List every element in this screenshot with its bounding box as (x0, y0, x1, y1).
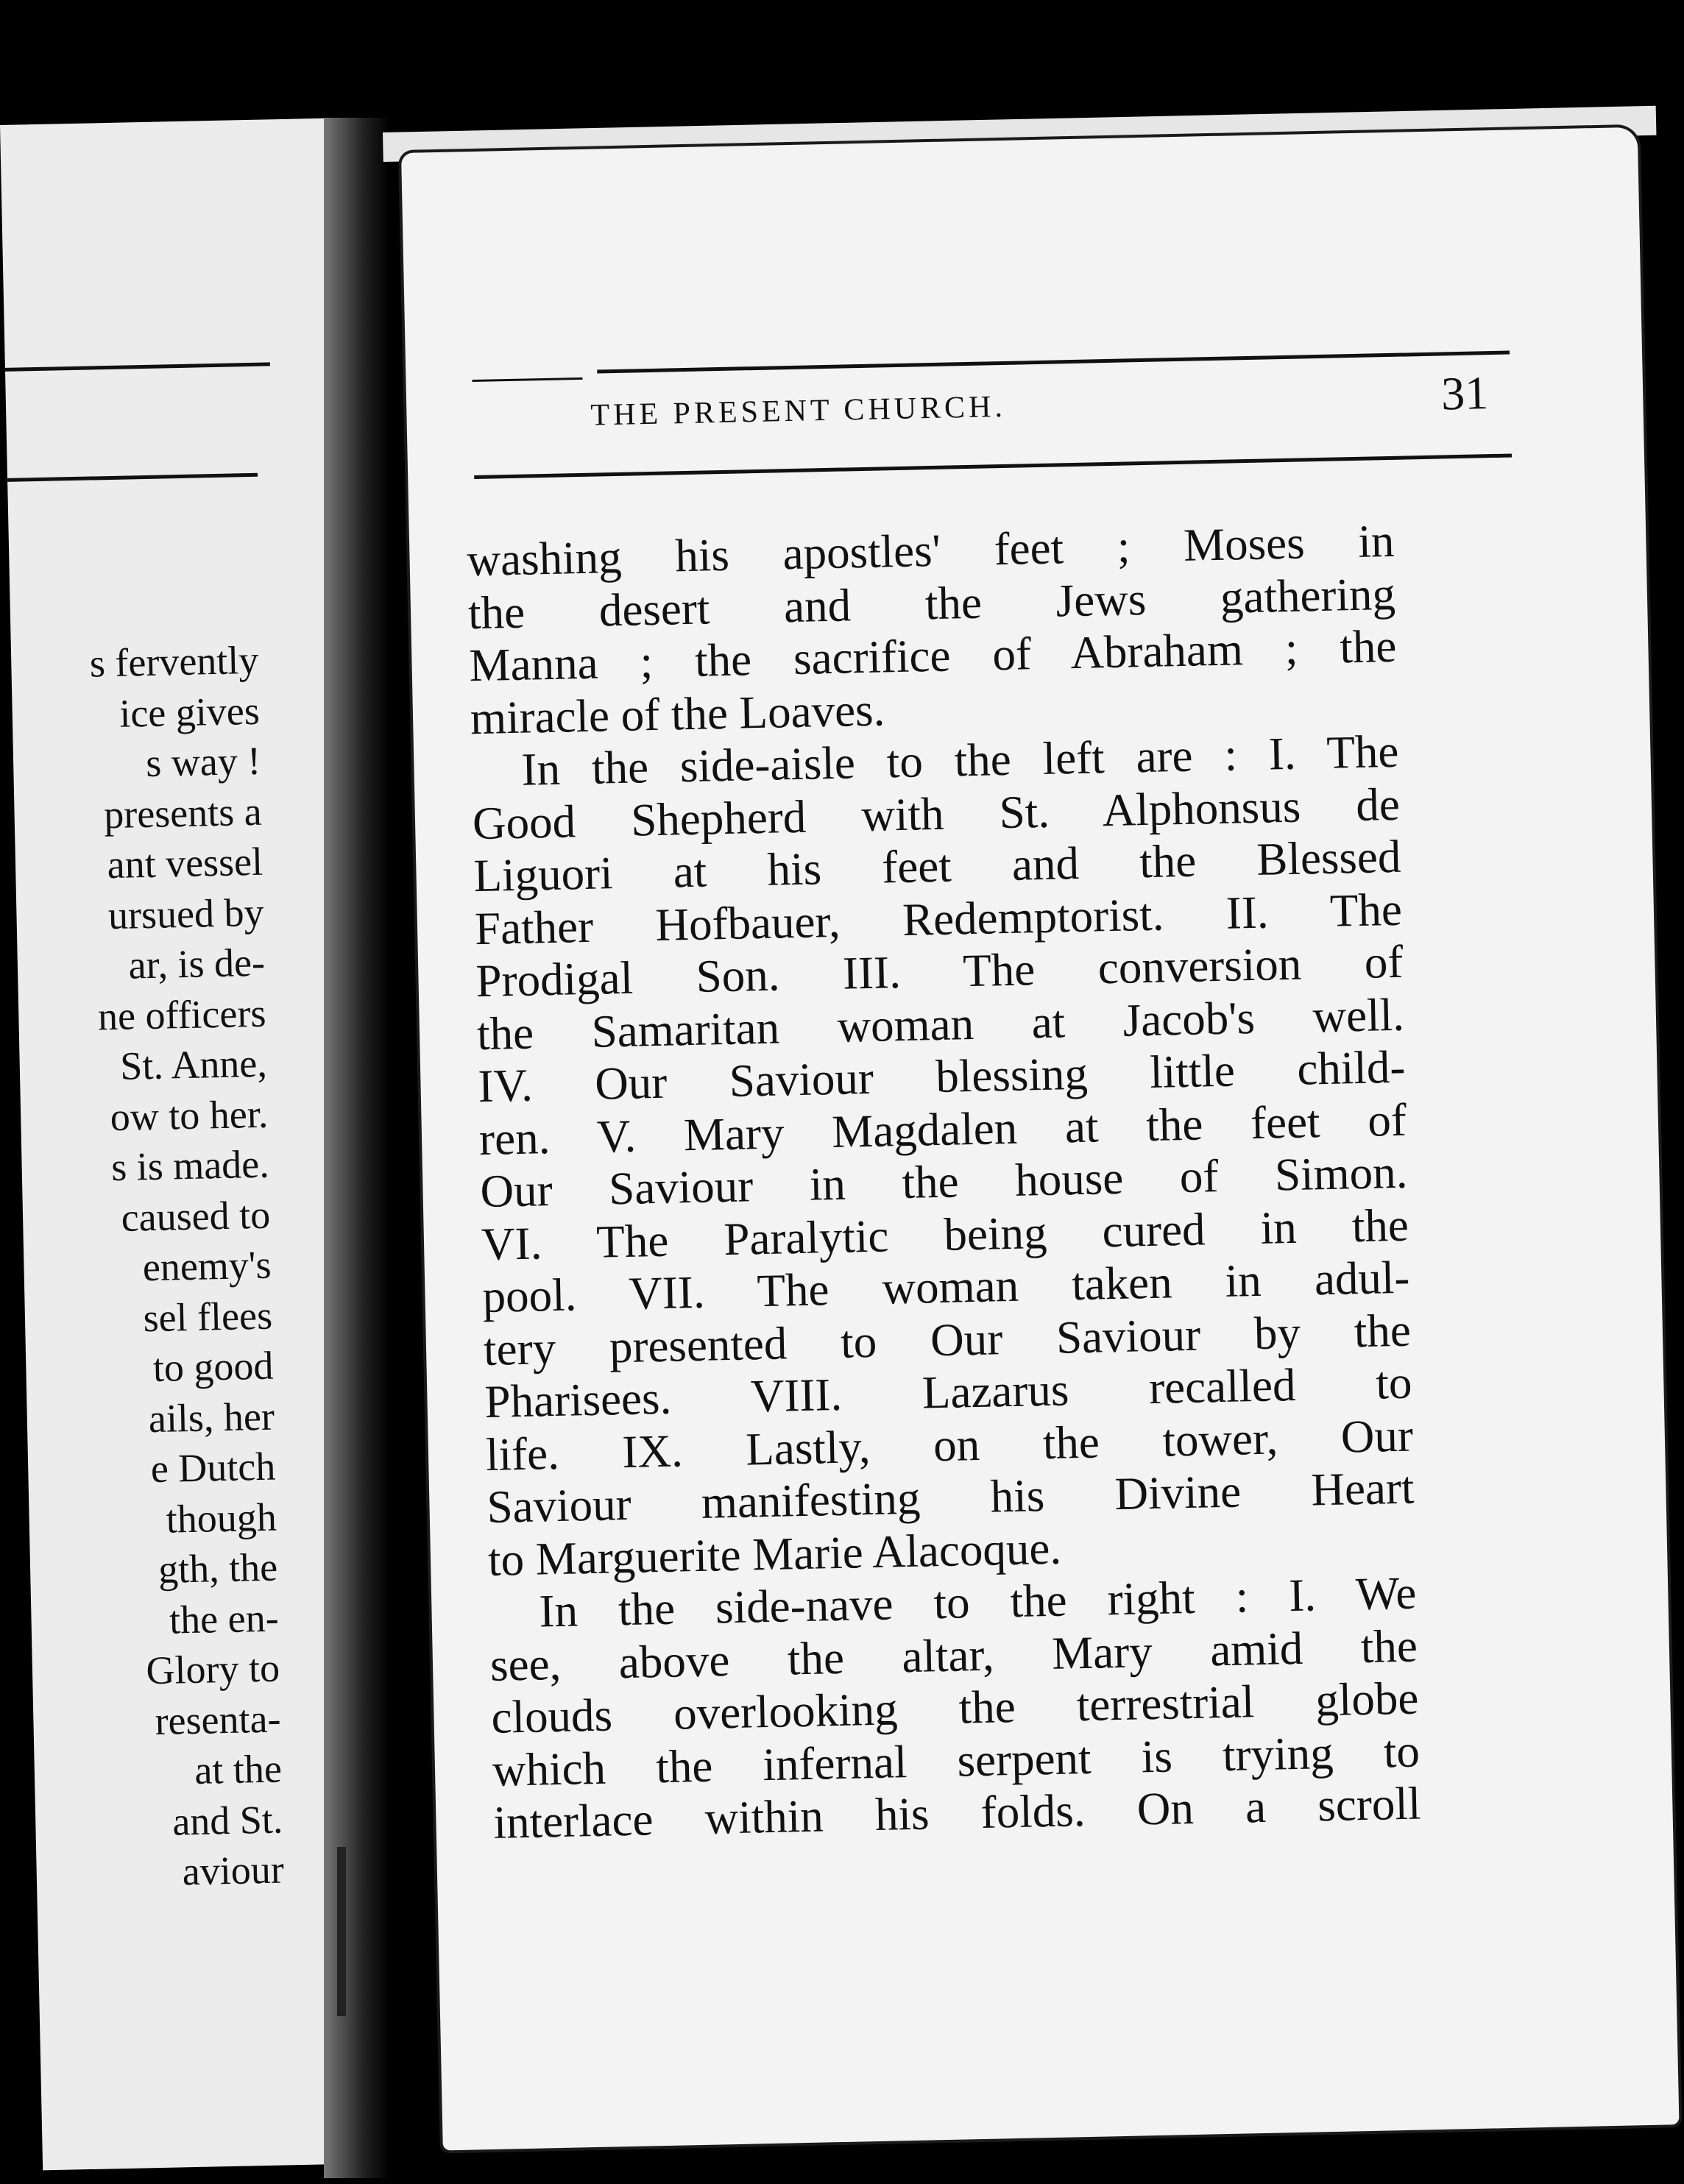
binding-thread (337, 1847, 346, 2016)
left-page-line: ow to her. (110, 1091, 269, 1139)
left-page-line: ice gives (118, 688, 261, 736)
left-page-line: at the (194, 1746, 283, 1793)
left-page-line: ails, her (148, 1394, 275, 1441)
left-page-line: s fervently (89, 637, 259, 686)
left-page-line: to good (152, 1343, 275, 1391)
left-page-line: s is made. (110, 1141, 270, 1190)
text-line: Father Hofbauer, Redemptorist. II. The (474, 883, 1403, 954)
running-title: THE PRESENT CHURCH. (590, 389, 1007, 433)
left-page-line: Glory to (145, 1645, 280, 1693)
text-line: In the side-nave to the right : I. We (538, 1567, 1418, 1637)
text-line: ren. V. Mary Magdalen at the feet of (478, 1093, 1407, 1165)
text-line: miracle of the Loaves. (470, 683, 885, 744)
text-line: Saviour manifesting his Divine Heart (486, 1461, 1415, 1533)
book-gutter (324, 118, 390, 2178)
left-page-line: caused to (121, 1192, 271, 1240)
left-page-line: e Dutch (150, 1444, 276, 1492)
left-page-line: and St. (171, 1796, 283, 1844)
left-page-line: though (166, 1495, 277, 1542)
header-rule-top (597, 351, 1510, 374)
left-page-line: sel flees (142, 1293, 273, 1340)
left-page-line: the en- (169, 1595, 280, 1642)
left-page-line: s way ! (145, 738, 261, 786)
left-page-line: St. Anne, (119, 1040, 268, 1088)
left-page-line: enemy's (142, 1242, 272, 1290)
page-number: 31 (1440, 366, 1489, 420)
text-line: which the infernal serpent is trying to (492, 1725, 1421, 1796)
left-page-line: presents a (103, 789, 263, 837)
text-line: Our Saviour in the house of Simon. (479, 1146, 1409, 1218)
left-header-rule-bottom (7, 473, 258, 482)
left-page-line: ar, is de- (128, 940, 266, 988)
text-line: IV. Our Saviour blessing little child- (477, 1040, 1407, 1113)
text-line: tery presented to Our Saviour by the (483, 1304, 1412, 1375)
text-line: In the side-aisle to the left are : I. The (520, 725, 1400, 795)
text-line: Manna ; the sacrifice of Abraham ; the (468, 620, 1398, 692)
text-line: the Samaritan woman at Jacob's well. (476, 988, 1405, 1060)
text-line: washing his apostles' feet ; Moses in (466, 514, 1395, 586)
text-line: Liguori at his feet and the Blessed (473, 830, 1402, 902)
left-header-rule-top (5, 362, 270, 372)
text-line: life. IX. Lastly, on the tower, Our (485, 1409, 1414, 1481)
text-line: the desert and the Jews gathering (467, 567, 1396, 639)
text-line: Prodigal Son. III. The conversion of (475, 935, 1404, 1007)
text-line: clouds overlooking the terrestrial globe (490, 1672, 1420, 1743)
left-page-line: ne officers (97, 990, 266, 1038)
text-line: VI. The Paralytic being cured in the (481, 1199, 1409, 1270)
header-rule-bottom (474, 453, 1512, 479)
text-line: to Marguerite Marie Alacoque. (487, 1522, 1062, 1586)
right-page (401, 127, 1679, 2151)
text-line: see, above the altar, Mary amid the (489, 1620, 1418, 1691)
body-text (467, 515, 1421, 1849)
left-page-text (8, 635, 285, 1900)
left-page-line: resenta- (154, 1695, 282, 1743)
left-page-line: aviour (182, 1847, 285, 1894)
left-page-line: ursued by (107, 890, 265, 937)
text-line: Good Shepherd with St. Alphonsus de (472, 778, 1401, 849)
text-line: Pharisees. VIII. Lazarus recalled to (484, 1356, 1413, 1428)
running-header (590, 366, 1511, 451)
text-line: interlace within his folds. On a scroll (492, 1777, 1421, 1848)
text-line: pool. VII. The woman taken in adul- (481, 1251, 1411, 1323)
header-rule-top-short (472, 377, 582, 382)
left-page-line: ant vessel (107, 839, 263, 887)
left-page-line: gth, the (158, 1545, 278, 1592)
